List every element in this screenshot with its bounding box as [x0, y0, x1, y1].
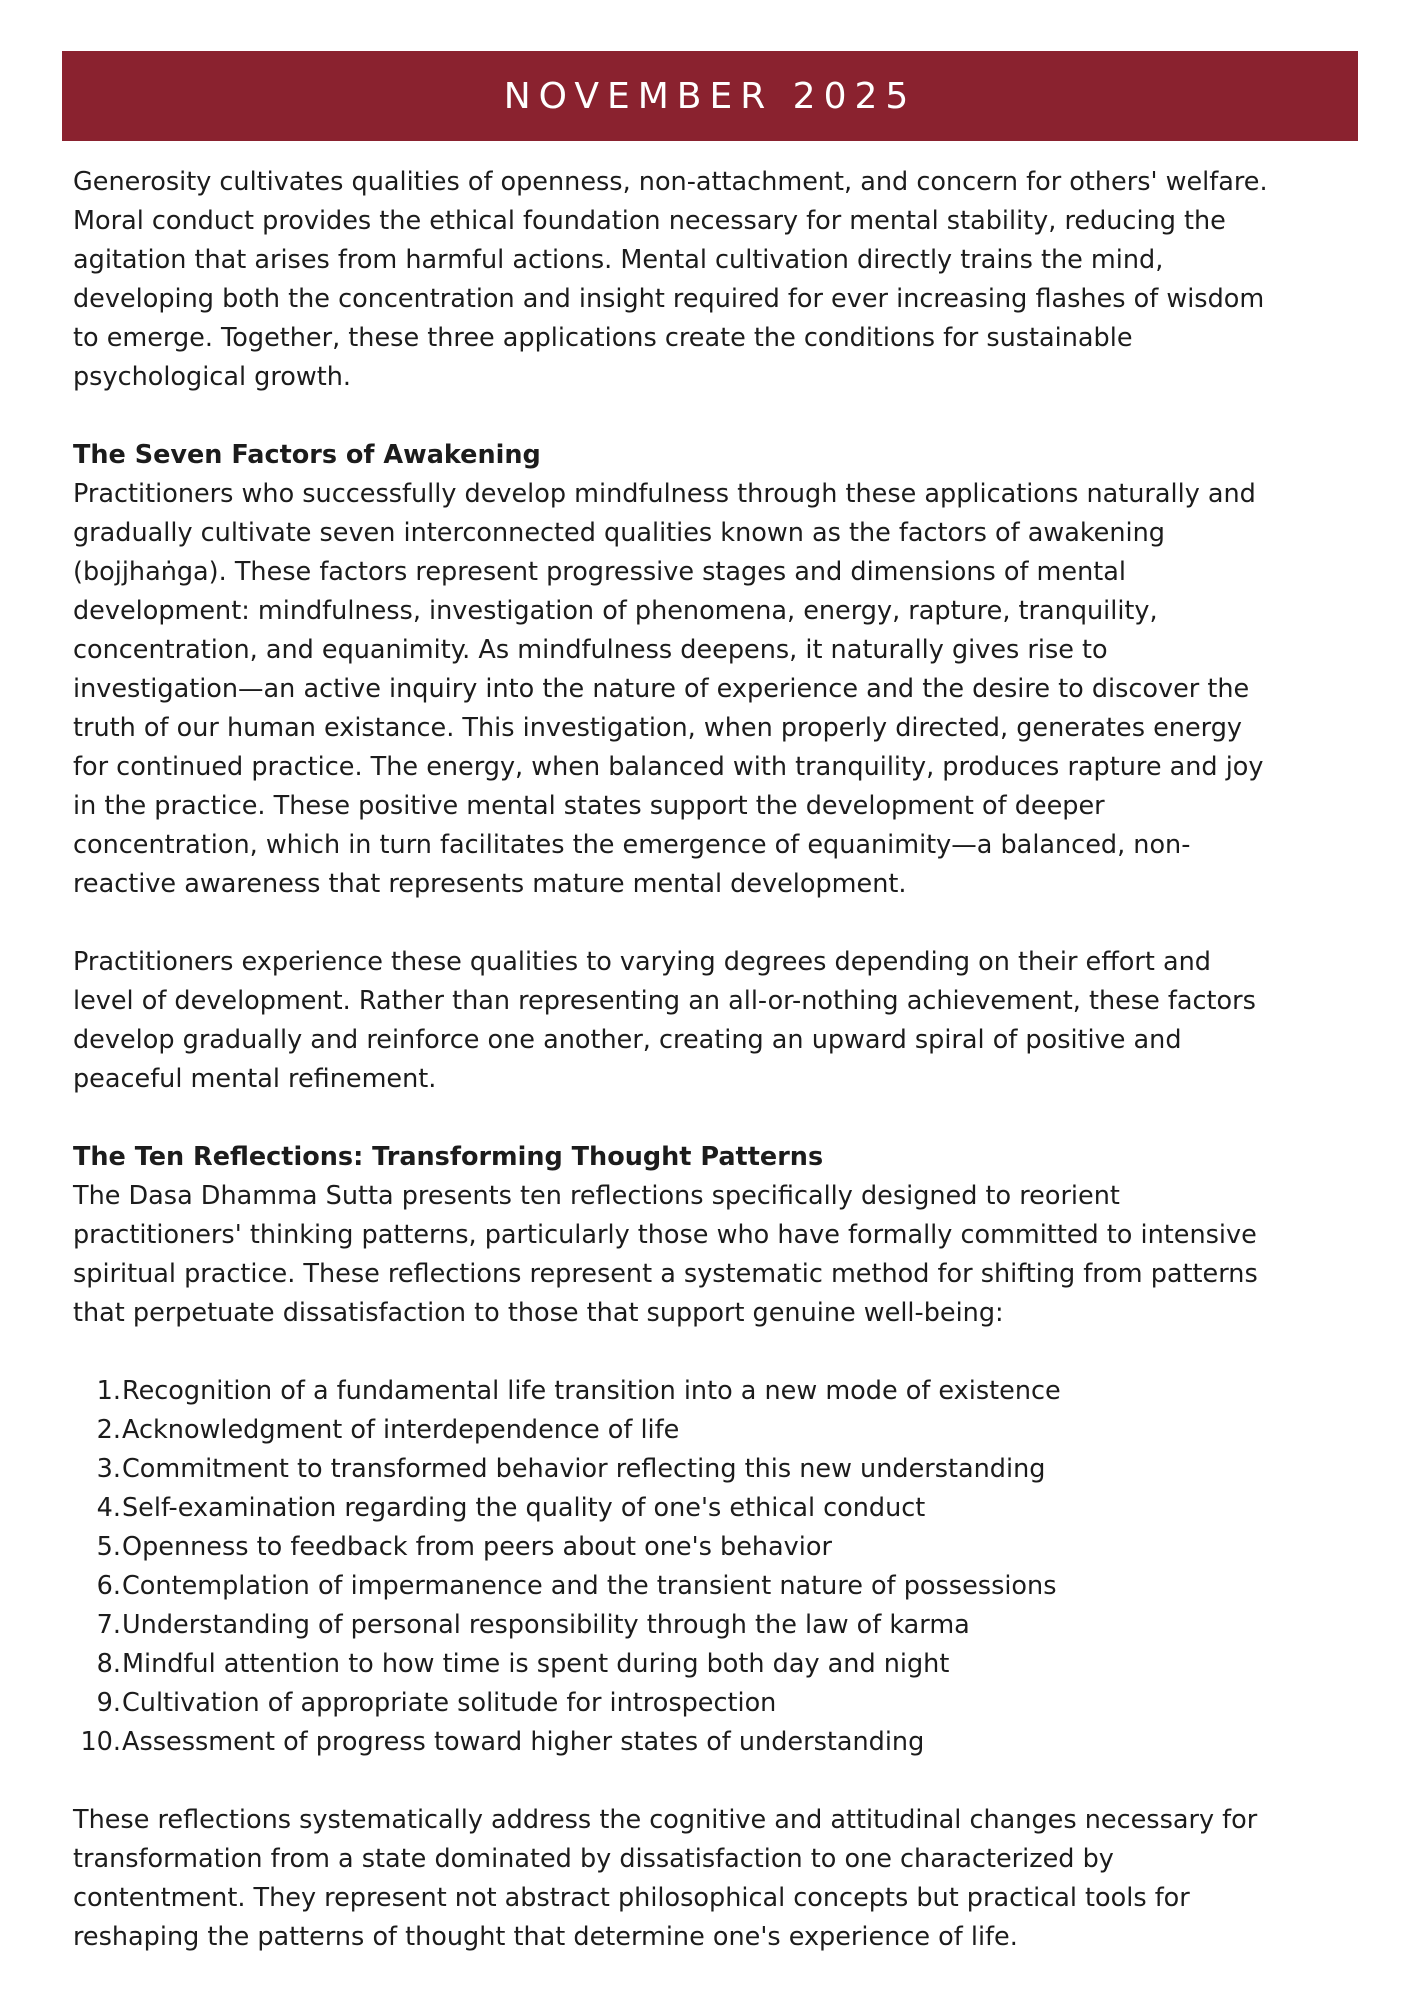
list-item — [73, 1372, 1373, 1411]
paragraph-line: gradually cultivate seven interconnected qualities known as the factors of awakening — [73, 518, 1165, 548]
paragraph-line: to emerge. Together, these three applications create the conditions for sustainable — [73, 323, 1133, 353]
list-item — [73, 1606, 1373, 1645]
spacer — [73, 397, 1373, 436]
paragraph-line: contentment. They represent not abstract philosophical concepts but practical tools for — [73, 1883, 1190, 1913]
paragraph-line: spiritual practice. These reflections represent a systematic method for shifting from patterns — [73, 1259, 1258, 1289]
paragraph-line: reshaping the patterns of thought that determine one's experience of life. — [73, 1922, 1018, 1952]
seven-factors-followup-paragraph — [73, 943, 1373, 1099]
paragraph-line: The Dasa Dhamma Sutta presents ten reflections specifically designed to reorient — [73, 1181, 1120, 1211]
list-item-text: Understanding of personal responsibility through the law of karma — [122, 1610, 970, 1640]
list-item-number: 2. — [96, 1415, 121, 1445]
paragraph-line: develop gradually and reinforce one another, creating an upward spiral of positive and — [73, 1025, 1182, 1055]
paragraph-line: practitioners' thinking patterns, particularly those who have formally committed to intensive — [73, 1220, 1257, 1250]
seven-factors-paragraph — [73, 475, 1373, 904]
list-item-text: Commitment to transformed behavior reflecting this new understanding — [122, 1454, 1046, 1484]
paragraph-line: in the practice. These positive mental states support the development of deeper — [73, 791, 1105, 821]
list-item-number: 1. — [96, 1376, 121, 1406]
paragraph-line: Generosity cultivates qualities of openness, non-attachment, and concern for others' welfare. — [73, 167, 1268, 197]
month-banner — [62, 51, 1358, 141]
paragraph-line: Practitioners who successfully develop mindfulness through these applications naturally and — [73, 479, 1256, 509]
intro-paragraph — [73, 163, 1373, 397]
paragraph-line: reactive awareness that represents mature mental development. — [73, 869, 907, 899]
spacer — [73, 1762, 1373, 1801]
list-item-number: 9. — [96, 1688, 121, 1718]
list-item-text: Self-examination regarding the quality of one's ethical conduct — [122, 1493, 926, 1523]
list-item-text: Contemplation of impermanence and the transient nature of possessions — [122, 1571, 1057, 1601]
paragraph-line: These reflections systematically address the cognitive and attitudinal changes necessary for — [73, 1805, 1258, 1835]
list-item — [73, 1645, 1373, 1684]
list-item — [73, 1450, 1373, 1489]
list-item — [73, 1723, 1373, 1762]
article-body — [73, 163, 1373, 1957]
paragraph-line: development: mindfulness, investigation of phenomena, energy, rapture, tranquility, — [73, 596, 1158, 626]
closing-paragraph — [73, 1801, 1373, 1957]
list-item-number: 6. — [96, 1571, 121, 1601]
paragraph-line: truth of our human existance. This investigation, when properly directed, generates energy — [73, 713, 1242, 743]
paragraph-line: level of development. Rather than representing an all-or-nothing achievement, these factors — [73, 986, 1256, 1016]
paragraph-line: concentration, which in turn facilitates the emergence of equanimity—a balanced, non- — [73, 830, 1191, 860]
seven-factors-heading: The Seven Factors of Awakening — [73, 440, 541, 470]
list-item-number: 7. — [96, 1610, 121, 1640]
list-item — [73, 1567, 1373, 1606]
spacer — [73, 1333, 1373, 1372]
paragraph-line: that perpetuate dissatisfaction to those that support genuine well-being: — [73, 1298, 1004, 1328]
list-item-number: 8. — [96, 1649, 121, 1679]
paragraph-line: peaceful mental refinement. — [73, 1064, 437, 1094]
paragraph-line: Practitioners experience these qualities to varying degrees depending on their effort and — [73, 947, 1211, 977]
ten-reflections-heading: The Ten Reflections: Transforming Thought Patterns — [73, 1142, 824, 1172]
ten-reflections-paragraph — [73, 1177, 1373, 1333]
list-item — [73, 1489, 1373, 1528]
spacer — [73, 904, 1373, 943]
paragraph-line: (bojjhaṅga). These factors represent progressive stages and dimensions of mental — [73, 557, 1126, 587]
paragraph-line: developing both the concentration and insight required for ever increasing flashes of wisdom — [73, 284, 1265, 314]
list-item-text: Cultivation of appropriate solitude for introspection — [122, 1688, 777, 1718]
paragraph-line: investigation—an active inquiry into the nature of experience and the desire to discover the — [73, 674, 1250, 704]
month-title: NOVEMBER 2025 — [503, 75, 917, 117]
reflections-list — [73, 1372, 1373, 1762]
list-item — [73, 1528, 1373, 1567]
paragraph-line: for continued practice. The energy, when balanced with tranquility, produces rapture and joy — [73, 752, 1264, 782]
spacer — [73, 1099, 1373, 1138]
list-item-text: Acknowledgment of interdependence of life — [122, 1415, 680, 1445]
list-item-text: Assessment of progress toward higher states of understanding — [122, 1727, 925, 1757]
list-item-number: 4. — [96, 1493, 121, 1523]
list-item — [73, 1684, 1373, 1723]
list-item-number: 10. — [80, 1727, 121, 1757]
paragraph-line: psychological growth. — [73, 362, 351, 392]
paragraph-line: concentration, and equanimity. As mindfulness deepens, it naturally gives rise to — [73, 635, 1108, 665]
list-item-number: 3. — [96, 1454, 121, 1484]
list-item-text: Openness to feedback from peers about one's behavior — [122, 1532, 832, 1562]
paragraph-line: Moral conduct provides the ethical foundation necessary for mental stability, reducing the — [73, 206, 1226, 236]
paragraph-line: transformation from a state dominated by dissatisfaction to one characterized by — [73, 1844, 1114, 1874]
list-item-number: 5. — [96, 1532, 121, 1562]
list-item — [73, 1411, 1373, 1450]
list-item-text: Recognition of a fundamental life transition into a new mode of existence — [122, 1376, 1061, 1406]
paragraph-line: agitation that arises from harmful actions. Mental cultivation directly trains the mind, — [73, 245, 1164, 275]
list-item-text: Mindful attention to how time is spent during both day and night — [122, 1649, 950, 1679]
